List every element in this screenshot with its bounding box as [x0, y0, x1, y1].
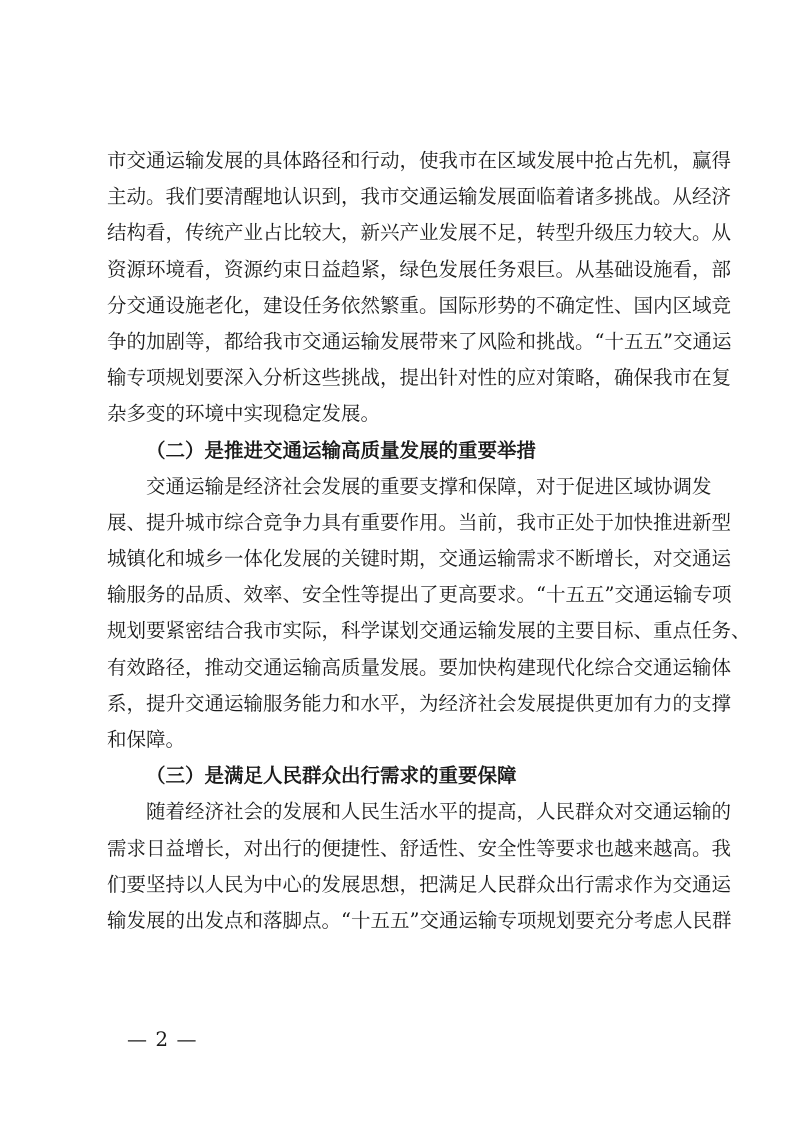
- paragraph-line: 结构看，传统产业占比较大，新兴产业发展不足，转型升级压力较大。从: [107, 221, 732, 245]
- paragraph-line: 需求日益增长，对出行的便捷性、舒适性、安全性等要求也越来越高。我: [107, 836, 732, 860]
- paragraph-line: 和保障。: [107, 728, 186, 751]
- paragraph-line: 杂多变的环境中实现稳定发展。: [107, 402, 381, 426]
- paragraph-line: 展、提升城市综合竞争力具有重要作用。当前，我市正处于加快推进新型: [107, 510, 732, 534]
- paragraph-2: [107, 469, 751, 759]
- paragraph-line: 随着经济社会的发展和人民生活水平的提高，人民群众对交通运输的: [146, 800, 732, 824]
- paragraph-line: 主动。我们要清醒地认识到，我市交通运输发展面临着诸多挑战。从经济: [107, 185, 732, 209]
- document-body: [107, 143, 751, 939]
- paragraph-line: 有效路径，推动交通运输高质量发展。要加快构建现代化综合交通运输体: [107, 655, 732, 679]
- paragraph-line: 市交通运输发展的具体路径和行动，使我市在区域发展中抢占先机，赢得: [107, 149, 732, 172]
- paragraph-line: 争的加剧等，都给我市交通运输发展带来了风险和挑战。“十五五”交通运: [107, 329, 732, 353]
- page-number: — 2 —: [127, 1027, 198, 1051]
- section-heading-2: （二）是推进交通运输高质量发展的重要举措: [146, 438, 537, 462]
- paragraph-line: 们要坚持以人民为中心的发展思想，把满足人民群众出行需求作为交通运: [107, 872, 732, 896]
- paragraph-line: 规划要紧密结合我市实际，科学谋划交通运输发展的主要目标、重点任务、: [107, 619, 751, 643]
- paragraph-3: [107, 794, 732, 939]
- paragraph-line: 资源环境看，资源约束日益趋紧，绿色发展任务艰巨。从基础设施看，部: [107, 257, 732, 281]
- section-heading-3: （三）是满足人民群众出行需求的重要保障: [146, 764, 517, 788]
- paragraph-line: 城镇化和城乡一体化发展的关键时期，交通运输需求不断增长，对交通运: [107, 547, 732, 571]
- paragraph-line: 输服务的品质、效率、安全性等提出了更高要求。“十五五”交通运输专项: [107, 583, 732, 607]
- paragraph-line: 系，提升交通运输服务能力和水平，为经济社会发展提供更加有力的支撑: [107, 691, 732, 715]
- paragraph-line: 输发展的出发点和落脚点。“十五五”交通运输专项规划要充分考虑人民群: [107, 908, 732, 932]
- paragraph-line: 分交通设施老化，建设任务依然繁重。国际形势的不确定性、国内区域竞: [107, 293, 732, 317]
- paragraph-line: 输专项规划要深入分析这些挑战，提出针对性的应对策略，确保我市在复: [107, 366, 732, 390]
- paragraph-1: [107, 143, 732, 433]
- paragraph-line: 交通运输是经济社会发展的重要支撑和保障，对于促进区域协调发: [146, 474, 712, 498]
